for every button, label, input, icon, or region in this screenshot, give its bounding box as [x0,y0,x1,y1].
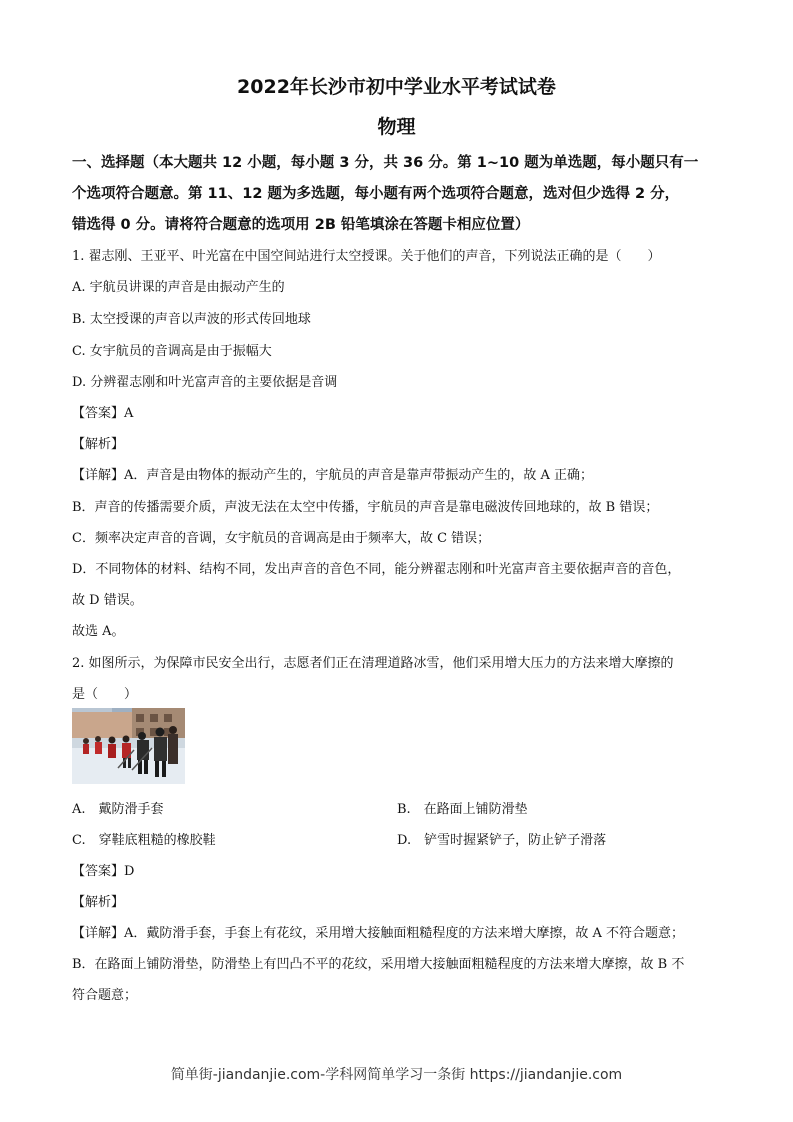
q1-option-d: D. 分辨翟志刚和叶光富声音的主要依据是音调 [72,375,338,390]
q1-conclusion: 故选 A。 [72,624,125,639]
q1-detail-line: B．声音的传播需要介质，声波无法在太空中传播，宇航员的声音是靠电磁波传回地球的，故 B 错误； [72,500,659,515]
q1-stem: 1. 翟志刚、王亚平、叶光富在中国空间站进行太空授课。关于他们的声音，下列说法正确的是（ ） [72,249,661,264]
q2-detail-line: 【详解】A．戴防滑手套，手套上有花纹，采用增大接触面粗糙程度的方法来增大摩擦，故 A 不符合题意； [72,926,685,941]
q2-detail-line: B．在路面上铺防滑垫，防滑垫上有凹凸不平的花纹，采用增大接触面粗糙程度的方法来增大摩擦，故 B 不 [72,957,685,972]
q1-detail-line: C．频率决定声音的音调，女宇航员的音调高是由于频率大，故 C 错误； [72,531,491,546]
section-header-line-2: 个选项符合题意。第 11、12 题为多选题，每小题有两个选项符合题意，选对但少选得 2 分， [72,186,680,202]
document-title: 2022年长沙市初中学业水平考试试卷 [237,76,556,98]
q2-answer: 【答案】D [72,864,135,879]
footer-watermark: 简单街-jiandanjie.com-学科网简单学习一条街 https://jiandanjie.com [170,1067,623,1083]
q1-analysis-label: 【解析】 [72,437,125,452]
q1-detail-line: 故 D 错误。 [72,593,143,608]
section-header-line-1: 一、选择题（本大题共 12 小题，每小题 3 分，共 36 分。第 1~10 题为单选题，每小题只有一 [72,155,699,171]
q2-option-b: B. 在路面上铺防滑垫 [397,802,528,817]
q2-option-a: A. 戴防滑手套 [72,802,164,817]
snow-clearing-illustration [72,708,185,784]
section-header-line-3: 错选得 0 分。请将符合题意的选项用 2B 铅笔填涂在答题卡相应位置） [72,217,530,233]
q2-stem-line-1: 2. 如图所示，为保障市民安全出行，志愿者们正在清理道路冰雪，他们采用增大压力的方法来增大摩擦的 [72,656,674,671]
q1-detail-line: 【详解】A．声音是由物体的振动产生的，宇航员的声音是靠声带振动产生的，故 A 正确； [72,468,594,483]
q1-detail-line: D．不同物体的材料、结构不同，发出声音的音色不同，能分辨翟志刚和叶光富声音主要依据声音的音色， [72,562,681,577]
q1-answer: 【答案】A [72,406,134,421]
q1-option-b: B. 太空授课的声音以声波的形式传回地球 [72,312,311,327]
q2-detail-line: 符合题意； [72,988,138,1003]
q2-option-d: D. 铲雪时握紧铲子，防止铲子滑落 [397,833,607,848]
q1-option-c: C. 女宇航员的音调高是由于振幅大 [72,344,272,359]
snow-clearing-photo [72,708,185,784]
q2-analysis-label: 【解析】 [72,895,125,910]
q1-option-a: A. 宇航员讲课的声音是由振动产生的 [72,280,285,295]
q2-stem-line-2: 是（ ） [72,687,138,702]
subject-title: 物理 [377,116,416,138]
q2-option-c: C. 穿鞋底粗糙的橡胶鞋 [72,833,216,848]
